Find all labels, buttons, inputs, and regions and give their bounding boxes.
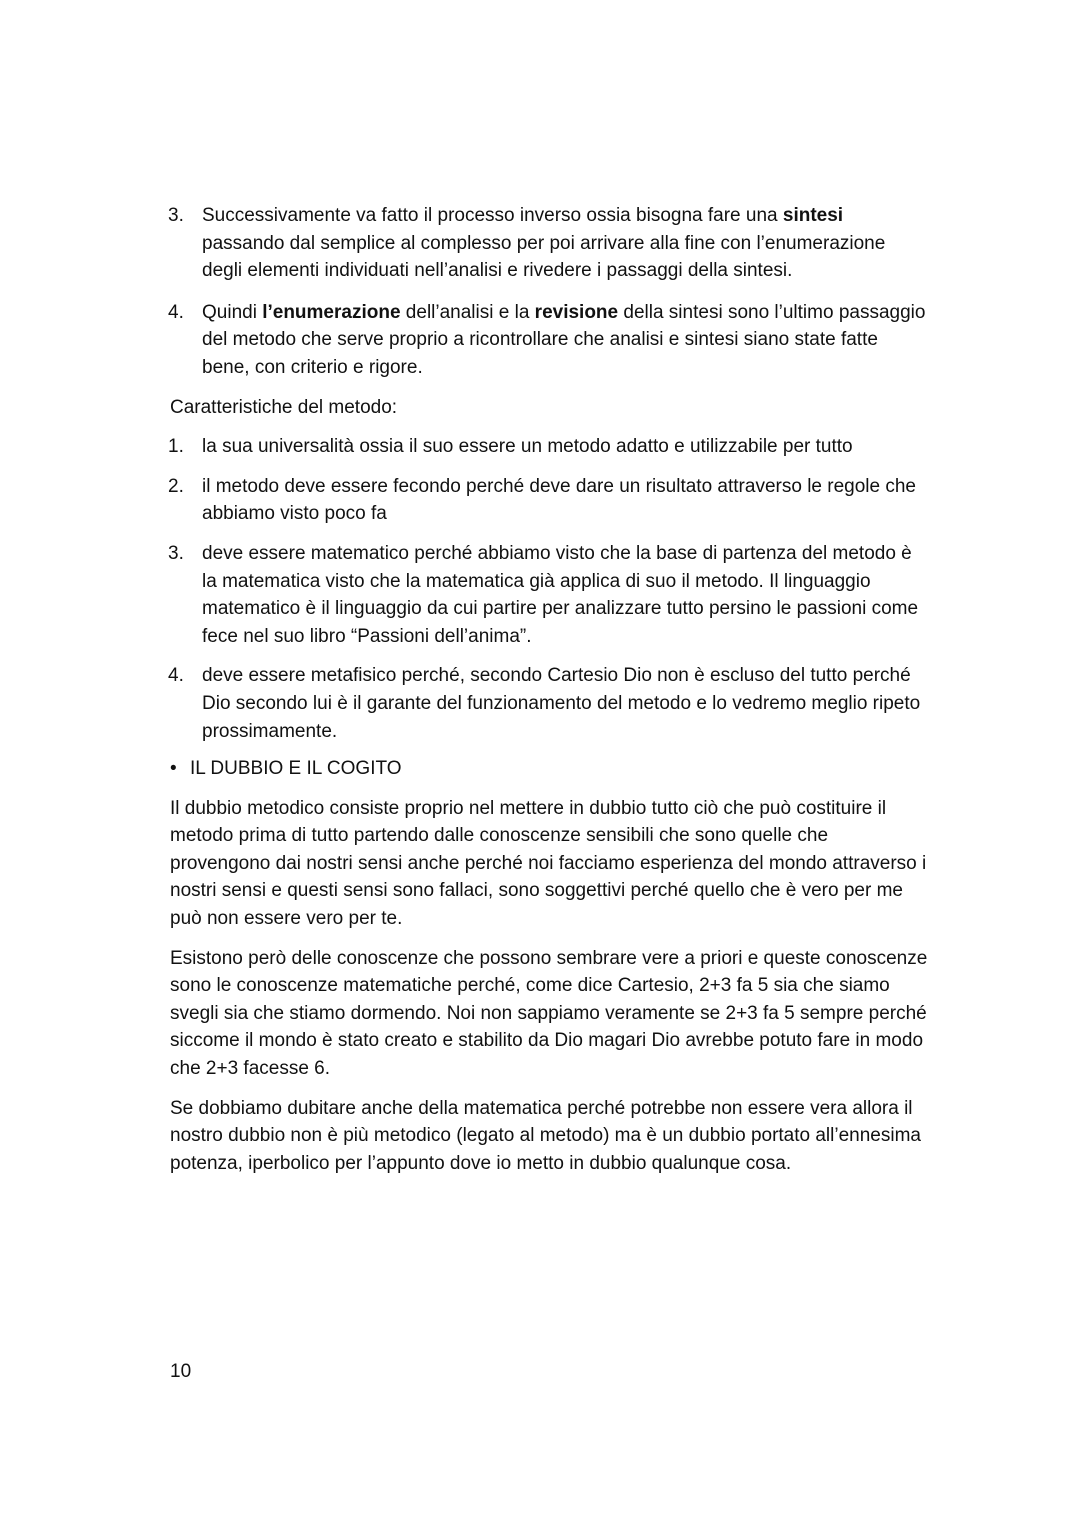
- bullet-icon: •: [170, 758, 177, 780]
- list-item: [170, 202, 930, 285]
- section-title: IL DUBBIO E IL COGITO: [190, 758, 402, 780]
- list-item: [170, 662, 930, 745]
- page-number: 10: [170, 1361, 192, 1382]
- list-item-text: Successivamente va fatto il processo inverso ossia bisogna fare una sintesi passando dal semplice al complesso per poi arrivare alla fine con l’enumerazione degli elementi individuati nell’analisi e rivedere i passaggi della sintesi.: [202, 205, 886, 282]
- list-item-text: deve essere matematico perché abbiamo visto che la base di partenza del metodo è la matematica visto che la matematica già applica di suo il metodo. Il linguaggio matematico è il linguaggio da cui partire per analizzare tutto persino le passioni come fece nel suo libro “Passioni dell’anima”.: [202, 542, 919, 647]
- paragraph: Il dubbio metodico consiste proprio nel mettere in dubbio tutto ciò che può costituire il metodo prima di tutto partendo dalle conoscenze sensibili che sono quelle che provengono dai nostri sensi anche perché noi facciamo esperienza del mondo attraverso i nostri sensi e questi sensi sono fallaci, sono soggettivi perché quello che è vero per me può non essere vero per te.: [170, 797, 927, 930]
- list-item: [170, 299, 930, 382]
- list-number: 4.: [168, 301, 184, 323]
- list-item: [170, 473, 930, 528]
- list-number: 3.: [168, 205, 184, 226]
- list-number: 1.: [168, 436, 184, 458]
- bold-term: l’enumerazione: [262, 301, 401, 323]
- section-heading: [170, 755, 930, 783]
- list-item-text: deve essere metafisico perché, secondo Cartesio Dio non è escluso del tutto perché Dio secondo lui è il garante del funzionamento del metodo e lo vedremo meglio ripeto prossimamente.: [202, 665, 921, 742]
- list-item: [170, 540, 930, 650]
- paragraph: Esistono però delle conoscenze che possono sembrare vere a priori e queste conoscenze sono le conoscenze matematiche perché, come dice Cartesio, 2+3 fa 5 sia che siamo svegli sia che stiamo dormendo. Noi non sappiamo veramente se 2+3 fa 5 sempre perché siccome il mondo è stato creato e stabilito da Dio magari Dio avrebbe potuto fare in modo che 2+3 facesse 6.: [170, 947, 928, 1080]
- list-number: 3.: [168, 542, 184, 564]
- features-heading: Caratteristiche del metodo:: [170, 396, 398, 418]
- list-number: 2.: [168, 475, 184, 497]
- list-item: [170, 433, 930, 461]
- list-item-text: il metodo deve essere fecondo perché deve dare un risultato attraverso le regole che abbiamo visto poco fa: [202, 475, 916, 525]
- bold-term: sintesi: [782, 205, 844, 226]
- list-item-text: la sua universalità ossia il suo essere un metodo adatto e utilizzabile per tutto: [202, 436, 853, 458]
- list-number: 4.: [168, 665, 184, 687]
- page-content: [170, 202, 930, 1177]
- bold-term: revisione: [534, 301, 619, 323]
- list-item-text: Quindi l’enumerazione dell’analisi e la revisione della sintesi sono l’ultimo passaggio del metodo che serve proprio a ricontrollare che analisi e sintesi siano state fatte bene, con criterio e rigore.: [202, 301, 926, 378]
- paragraph: Se dobbiamo dubitare anche della matematica perché potrebbe non essere vera allora il nostro dubbio non è più metodico (legato al metodo) ma è un dubbio portato all’ennesima potenza, iperbolico per l’appunto dove io metto in dubbio qualunque cosa.: [170, 1097, 921, 1174]
